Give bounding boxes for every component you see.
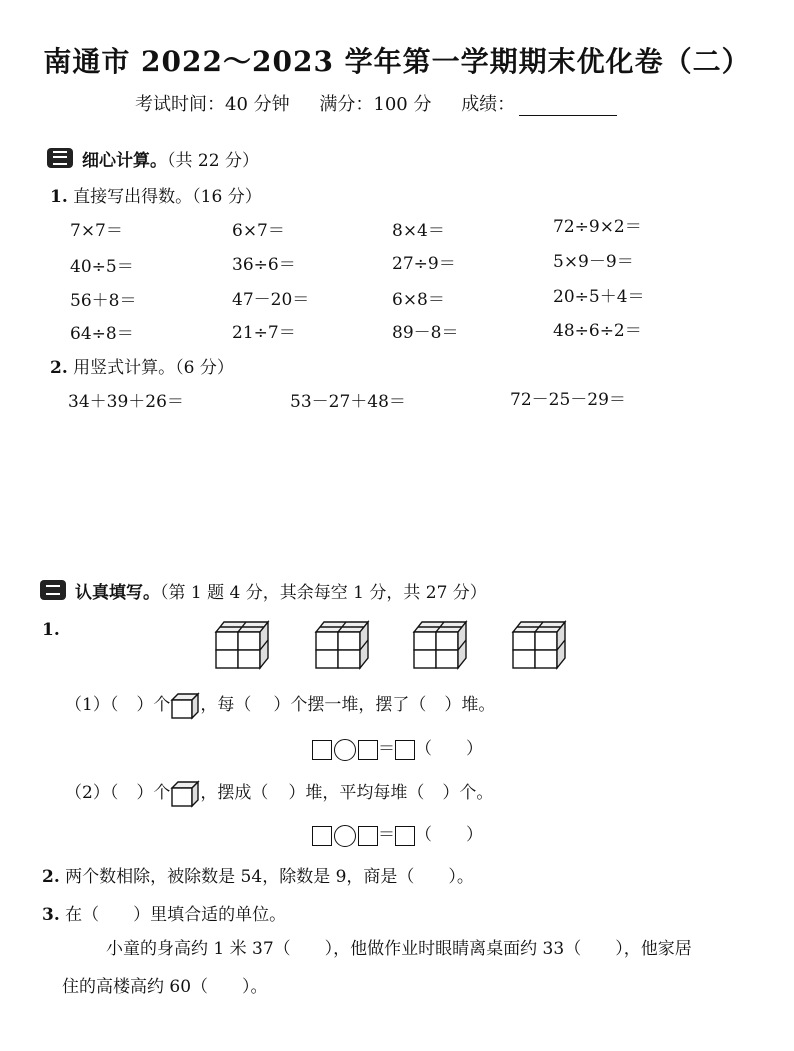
question-2-3-line-2: 住的高楼高约 60（ ）。 — [62, 977, 268, 997]
calc-item: 6×8＝ — [392, 290, 445, 310]
question-number: 1. — [42, 620, 60, 640]
operator-circle[interactable] — [334, 739, 356, 761]
full-score: 满分：100 分 — [319, 94, 432, 115]
calc-item: 6×7＝ — [232, 221, 285, 241]
calc-item: 40÷5＝ — [70, 257, 134, 277]
fill-text: （1）（ — [65, 695, 119, 715]
calc-item: 27÷9＝ — [392, 254, 456, 274]
fill-text: ）堆。 — [444, 695, 496, 715]
fill-text: ）个 — [136, 695, 171, 715]
fill-text: ）堆，平均每堆（ — [288, 783, 425, 803]
section-one-heading — [82, 146, 259, 171]
calc-item: 47－20＝ — [232, 290, 310, 310]
question-2-3 — [42, 900, 286, 925]
calc-item: 5×9－9＝ — [553, 252, 634, 272]
fill-text: （2）（ — [65, 783, 119, 803]
cube-group-picture — [208, 614, 274, 674]
exam-time: 考试时间：40 分钟 — [135, 94, 290, 115]
calc-item: 7×7＝ — [70, 221, 123, 241]
calc-item: 56＋8＝ — [70, 291, 137, 311]
question-number: 2. — [50, 358, 68, 378]
fill-text: ，每（ — [200, 695, 252, 715]
fill-text: ）个摆一堆，摆了（ — [273, 695, 427, 715]
cube-group-picture — [308, 614, 374, 674]
question-text: 在（ ）里填合适的单位。 — [65, 905, 287, 925]
vertical-calc-item: 53－27＋48＝ — [290, 392, 406, 412]
operator-circle[interactable] — [334, 825, 356, 847]
question-number: 1. — [50, 187, 68, 207]
section-two-points: （第 1 题 4 分，其余每空 1 分，共 27 分） — [160, 583, 487, 603]
fill-line-2 — [65, 778, 493, 808]
unit-blank[interactable]: （ ） — [415, 825, 483, 845]
calc-item: 89－8＝ — [392, 323, 459, 343]
calc-item: 48÷6÷2＝ — [553, 321, 642, 341]
fill-text: ）个。 — [442, 783, 494, 803]
section-one-badge-icon — [47, 148, 73, 168]
number-box[interactable] — [395, 826, 415, 846]
question-number: 3. — [42, 905, 60, 925]
question-text: 用竖式计算。（6 分） — [73, 358, 234, 378]
cube-group-picture — [505, 614, 571, 674]
number-box[interactable] — [358, 740, 378, 760]
page-title: 南通市 2022～2023 学年第一学期期末优化卷（二） — [43, 45, 751, 78]
fill-line-1 — [65, 690, 495, 720]
number-box[interactable] — [312, 826, 332, 846]
section-two-title: 认真填写。 — [75, 583, 160, 603]
section-two-badge-icon — [40, 580, 66, 600]
cube-icon — [170, 780, 200, 808]
calc-item: 72÷9×2＝ — [553, 217, 642, 237]
fill-text: ）个 — [136, 783, 171, 803]
calc-item: 64÷8＝ — [70, 324, 134, 344]
number-box[interactable] — [312, 740, 332, 760]
score-field — [461, 94, 641, 115]
calc-item: 21÷7＝ — [232, 323, 296, 343]
number-box[interactable] — [395, 740, 415, 760]
equation-template-1 — [312, 734, 483, 761]
section-one-points: （共 22 分） — [167, 151, 259, 171]
cube-icon — [170, 692, 200, 720]
fill-text: ，摆成（ — [200, 783, 269, 803]
cube-group-picture — [406, 614, 472, 674]
question-1-1 — [50, 182, 262, 207]
number-box[interactable] — [358, 826, 378, 846]
equation-template-2 — [312, 820, 483, 847]
question-text: 两个数相除，被除数是 54，除数是 9，商是（ ）。 — [65, 867, 474, 887]
unit-blank[interactable]: （ ） — [415, 739, 483, 759]
question-2-2 — [42, 862, 474, 887]
score-label: 成绩： — [461, 94, 516, 115]
calc-item: 20÷5＋4＝ — [553, 287, 645, 307]
exam-info — [135, 90, 641, 116]
calc-item: 36÷6＝ — [232, 255, 296, 275]
equals-sign: ＝ — [378, 739, 395, 759]
question-2-3-line-1: 小童的身高约 1 米 37（ ），他做作业时眼睛离桌面约 33（ ），他家居 — [106, 939, 692, 959]
calc-item: 8×4＝ — [392, 221, 445, 241]
vertical-calc-item: 72－25－29＝ — [510, 390, 626, 410]
question-1-2 — [50, 353, 234, 378]
vertical-calc-item: 34＋39＋26＝ — [68, 392, 184, 412]
question-number: 2. — [42, 867, 60, 887]
question-text: 直接写出得数。（16 分） — [73, 187, 262, 207]
score-blank[interactable] — [519, 97, 617, 116]
equals-sign: ＝ — [378, 825, 395, 845]
section-two-heading — [75, 578, 487, 603]
section-one-title: 细心计算。 — [82, 151, 167, 171]
